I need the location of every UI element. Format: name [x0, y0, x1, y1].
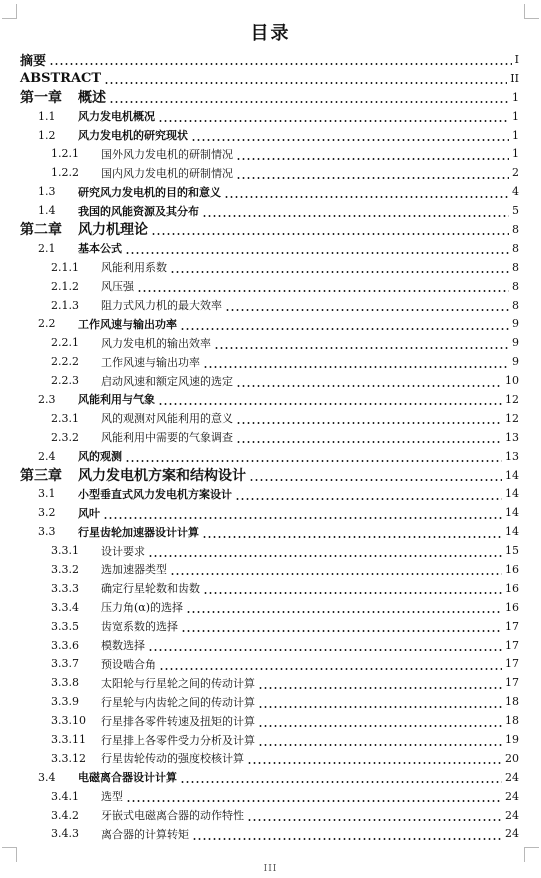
toc-entry-number: 第二章	[20, 222, 62, 239]
toc-entry-page-number: 15	[505, 544, 519, 558]
toc-entry[interactable]	[0, 560, 541, 579]
toc-entry-page-number: 24	[505, 827, 519, 841]
toc-dot-leader	[159, 659, 502, 671]
toc-entry-number: 3.3.5	[51, 619, 79, 633]
toc-entry-page-number: 16	[505, 581, 519, 595]
toc-entry-title: 风能利用系数	[101, 261, 167, 275]
toc-entry-title: 小型垂直式风力发电机方案设计	[78, 487, 232, 501]
toc-entry-page-number: 8	[512, 222, 519, 236]
toc-dot-leader	[186, 602, 502, 614]
toc-entry-number: 第三章	[20, 468, 62, 485]
toc-entry[interactable]	[0, 144, 541, 163]
toc-entry-title: 风能利用中需要的气象调查	[101, 431, 233, 445]
toc-dot-leader	[236, 376, 502, 388]
toc-entry-number: 2.2.2	[51, 355, 79, 369]
toc-entry-title: 概述	[78, 90, 106, 107]
toc-entry-title: 风叶	[78, 506, 100, 520]
toc-dot-leader	[137, 281, 509, 293]
page-corner-mark-bottom-right	[524, 847, 539, 862]
toc-dot-leader	[235, 489, 502, 501]
toc-entry[interactable]	[0, 825, 541, 844]
toc-entry-number: 3.3.2	[51, 562, 79, 576]
toc-entry[interactable]	[0, 673, 541, 692]
toc-entry-title: 摘要	[20, 53, 47, 69]
toc-dot-leader	[236, 168, 509, 180]
toc-dot-leader	[258, 678, 502, 690]
toc-entry-title: 风压强	[101, 280, 134, 294]
toc-entry-title: 我国的风能资源及其分布	[78, 204, 199, 218]
toc-dot-leader	[151, 224, 509, 236]
toc-entry-page-number: 8	[512, 298, 519, 312]
toc-entry[interactable]	[0, 352, 541, 371]
toc-entry-title: 行星排各零件转速及扭矩的计算	[101, 714, 255, 728]
toc-entry-title: 国内风力发电机的研制情况	[101, 166, 233, 180]
toc-entry-number: 1.3	[38, 185, 56, 199]
toc-entry-number: 3.3	[38, 525, 56, 539]
toc-entry[interactable]	[0, 730, 541, 749]
toc-entry-title: 电磁离合器设计计算	[78, 771, 177, 785]
page-corner-mark-bottom-left	[2, 847, 17, 862]
toc-entry[interactable]	[0, 655, 541, 674]
toc-entry[interactable]	[0, 333, 541, 352]
toc-entry-number: 3.3.11	[51, 733, 86, 746]
toc-dot-leader	[148, 640, 502, 652]
toc-entry-title: 研究风力发电机的目的和意义	[78, 185, 221, 199]
toc-entry-title: 工作风速与输出功率	[78, 317, 177, 331]
toc-entry[interactable]	[0, 768, 541, 787]
toc-entry-page-number: 4	[512, 185, 519, 199]
toc-entry-page-number: 18	[505, 695, 519, 709]
toc-entry-page-number: 20	[505, 751, 519, 765]
toc-entry-page-number: 9	[512, 317, 519, 331]
toc-dot-leader	[258, 697, 502, 709]
toc-entry[interactable]	[0, 296, 541, 315]
toc-entry-title: 风力发电机的输出效率	[101, 336, 211, 350]
toc-entry[interactable]	[0, 314, 541, 333]
toc-entry[interactable]	[0, 239, 541, 258]
toc-entry-number: 3.4.2	[51, 808, 79, 822]
toc-entry-page-number: 2	[512, 166, 519, 180]
toc-entry-page-number: 14	[505, 506, 519, 520]
toc-dot-leader	[180, 772, 502, 784]
toc-entry-page-number: 12	[505, 392, 519, 406]
toc-entry-page-number: 19	[505, 733, 519, 746]
toc-dot-leader	[125, 451, 502, 463]
toc-entry-title: 牙嵌式电磁离合器的动作特性	[101, 809, 244, 823]
toc-entry-number: 1.2.2	[51, 166, 79, 180]
toc-dot-leader	[202, 527, 502, 539]
toc-dot-leader	[203, 583, 502, 595]
toc-entry-number: 3.3.10	[51, 714, 86, 728]
toc-entry-page-number: 8	[512, 260, 519, 274]
toc-entry[interactable]	[0, 163, 541, 182]
toc-dot-leader	[104, 73, 507, 85]
toc-entry[interactable]	[0, 522, 541, 541]
toc-entry-page-number: 1	[512, 147, 519, 161]
toc-dot-leader	[170, 262, 509, 274]
toc-entry-title: 行星齿轮加速器设计计算	[78, 525, 199, 539]
toc-dot-leader	[247, 810, 502, 822]
toc-entry-title: 太阳轮与行星轮之间的传动计算	[101, 676, 255, 690]
toc-entry-page-number: 12	[505, 411, 519, 425]
toc-entry-number: 2.3	[38, 392, 56, 406]
page-title: 目录	[250, 23, 291, 44]
toc-entry-title: ABSTRACT	[20, 70, 102, 86]
toc-entry-title: 压力角(α)的选择	[101, 601, 184, 615]
toc-entry-page-number: I	[514, 52, 519, 66]
toc-entry-number: 3.1	[38, 487, 56, 501]
toc-dot-leader	[203, 357, 509, 369]
toc-entry-title: 工作风速与输出功率	[101, 355, 200, 369]
page-corner-mark-top-left	[2, 4, 17, 19]
toc-dot-leader	[202, 206, 509, 218]
toc-entry-number: 3.3.1	[51, 544, 79, 558]
toc-dot-leader	[180, 319, 509, 331]
toc-dot-leader	[103, 508, 502, 520]
toc-entry-number: 3.4.3	[51, 827, 79, 841]
toc-entry[interactable]	[0, 711, 541, 730]
toc-dot-leader	[258, 735, 502, 747]
toc-entry-number: 3.3.8	[51, 676, 79, 690]
toc-entry-title: 启动风速和额定风速的选定	[101, 374, 233, 388]
toc-entry[interactable]	[0, 107, 541, 126]
toc-entry-title: 风的观测	[78, 450, 122, 464]
toc-entry[interactable]	[0, 88, 541, 107]
toc-dot-leader	[49, 54, 512, 66]
toc-entry-title: 风力发电机方案和结构设计	[78, 468, 246, 485]
toc-entry[interactable]	[0, 787, 541, 806]
toc-entry[interactable]	[0, 182, 541, 201]
toc-entry[interactable]	[0, 806, 541, 825]
toc-entry[interactable]	[0, 126, 541, 145]
toc-entry-title: 风力机理论	[78, 222, 148, 239]
toc-entry[interactable]	[0, 466, 541, 485]
toc-dot-leader	[192, 829, 502, 841]
toc-entry-title: 行星排上各零件受力分析及计算	[101, 733, 255, 747]
toc-entry-page-number: 9	[512, 355, 519, 369]
toc-entry[interactable]	[0, 371, 541, 390]
toc-dot-leader	[170, 564, 502, 576]
toc-entry-number: 2.3.2	[51, 430, 79, 444]
toc-entry-title: 齿宽系数的选择	[101, 620, 178, 634]
toc-entry-title: 选型	[101, 790, 123, 804]
toc-entry-title: 设计要求	[101, 544, 145, 558]
toc-entry[interactable]	[0, 201, 541, 220]
toc-entry-title: 预设啮合角	[101, 657, 156, 671]
toc-entry-number: 3.3.4	[51, 600, 79, 614]
toc-entry[interactable]	[0, 50, 541, 69]
toc-entry-page-number: II	[510, 71, 519, 85]
toc-entry[interactable]	[0, 484, 541, 503]
toc-entry-number: 3.2	[38, 506, 56, 520]
toc-entry-number: 3.3.12	[51, 751, 86, 765]
toc-entry-number: 1.2.1	[51, 147, 79, 161]
toc-entry-title: 风的观测对风能利用的意义	[101, 412, 233, 426]
toc-dot-leader	[236, 432, 502, 444]
toc-dot-leader	[148, 546, 502, 558]
toc-entry[interactable]	[0, 69, 541, 88]
toc-dot-leader	[236, 413, 502, 425]
toc-entry-page-number: 16	[505, 562, 519, 576]
toc-entry[interactable]	[0, 277, 541, 296]
toc-dot-leader	[191, 130, 509, 142]
toc-entry-number: 2.1	[38, 241, 56, 255]
page-number-footer: III	[263, 864, 278, 874]
toc-entry-page-number: 13	[505, 449, 519, 463]
toc-entry-title: 确定行星轮数和齿数	[101, 582, 200, 596]
toc-entry[interactable]	[0, 617, 541, 636]
toc-entry-page-number: 14	[505, 487, 519, 501]
toc-dot-leader	[158, 394, 502, 406]
toc-entry-number: 第一章	[20, 90, 62, 107]
toc-dot-leader	[258, 716, 502, 728]
toc-entry-number: 2.4	[38, 449, 56, 463]
toc-entry-title: 风力发电机的研究现状	[78, 129, 188, 142]
toc-entry[interactable]	[0, 541, 541, 560]
toc-dot-leader	[224, 187, 509, 199]
toc-entry[interactable]	[0, 503, 541, 522]
toc-entry-title: 基本公式	[78, 242, 122, 256]
toc-entry-number: 2.2.1	[51, 336, 79, 350]
toc-entry-page-number: 8	[512, 279, 519, 293]
toc-entry-number: 3.3.9	[51, 695, 79, 709]
toc-entry-page-number: 16	[505, 600, 519, 614]
toc-entry-number: 1.4	[38, 204, 56, 218]
toc-entry-page-number: 5	[512, 204, 519, 218]
toc-entry-number: 1.2	[38, 128, 56, 142]
toc-entry-number: 2.2.3	[51, 374, 79, 388]
toc-dot-leader	[236, 149, 509, 161]
toc-entry[interactable]	[0, 598, 541, 617]
toc-entry-title: 国外风力发电机的研制情况	[101, 147, 233, 161]
toc-entry-number: 2.1.1	[51, 260, 79, 274]
toc-entry-page-number: 1	[512, 90, 519, 104]
toc-dot-leader	[125, 243, 509, 255]
toc-entry-title: 行星轮与内齿轮之间的传动计算	[101, 695, 255, 709]
toc-entry-title: 风力发电机概况	[78, 110, 155, 124]
toc-dot-leader	[249, 470, 502, 482]
toc-entry-number: 1.1	[38, 109, 56, 123]
toc-dot-leader	[181, 621, 502, 633]
toc-entry-title: 行星齿轮传动的强度校核计算	[101, 752, 244, 766]
toc-entry[interactable]	[0, 428, 541, 447]
toc-entry-page-number: 24	[505, 770, 519, 784]
toc-dot-leader	[247, 753, 502, 765]
toc-dot-leader	[126, 791, 502, 803]
toc-entry-page-number: 17	[505, 638, 519, 652]
toc-entry-page-number: 10	[505, 374, 519, 388]
toc-entry-page-number: 14	[505, 525, 519, 539]
toc-entry-page-number: 14	[505, 468, 519, 482]
toc-entry-page-number: 8	[512, 241, 519, 255]
toc-entry[interactable]	[0, 390, 541, 409]
toc-entry-title: 风能利用与气象	[78, 393, 155, 407]
toc-entry-page-number: 17	[505, 676, 519, 690]
toc-entry-number: 2.2	[38, 317, 56, 331]
toc-entry-page-number: 17	[505, 619, 519, 633]
toc-entry-page-number: 1	[512, 109, 519, 123]
toc-entry-number: 2.1.3	[51, 298, 79, 312]
toc-entry-number: 3.4	[38, 770, 56, 784]
page-corner-mark-top-right	[524, 4, 539, 19]
toc-entry-page-number: 1	[512, 128, 519, 142]
toc-entry-page-number: 24	[505, 808, 519, 822]
toc-entry[interactable]	[0, 258, 541, 277]
toc-entry-page-number: 24	[505, 789, 519, 803]
toc-entry-number: 3.3.6	[51, 638, 79, 652]
toc-dot-leader	[225, 300, 509, 312]
toc-entry-number: 3.3.3	[51, 581, 79, 595]
toc-entry-page-number: 13	[505, 430, 519, 444]
toc-entry[interactable]	[0, 409, 541, 428]
toc-dot-leader	[158, 111, 509, 123]
toc-entry[interactable]	[0, 220, 541, 239]
toc-entry[interactable]	[0, 579, 541, 598]
table-of-contents	[0, 50, 541, 843]
toc-entry-title: 选加速器类型	[101, 563, 167, 577]
toc-entry-title: 离合器的计算转矩	[101, 827, 189, 841]
toc-entry-page-number: 9	[512, 336, 519, 350]
toc-entry[interactable]	[0, 749, 541, 768]
toc-entry-page-number: 18	[505, 714, 519, 728]
toc-entry-page-number: 17	[505, 657, 519, 671]
toc-entry[interactable]	[0, 692, 541, 711]
toc-dot-leader	[109, 92, 509, 104]
toc-entry[interactable]	[0, 636, 541, 655]
toc-entry-number: 3.4.1	[51, 789, 79, 803]
toc-dot-leader	[214, 338, 509, 350]
toc-entry-number: 2.3.1	[51, 411, 79, 425]
toc-entry-title: 模数选择	[101, 639, 145, 653]
toc-entry-number: 2.1.2	[51, 279, 79, 293]
toc-entry-title: 阻力式风力机的最大效率	[101, 299, 222, 313]
toc-entry[interactable]	[0, 447, 541, 466]
toc-entry-number: 3.3.7	[51, 657, 79, 671]
